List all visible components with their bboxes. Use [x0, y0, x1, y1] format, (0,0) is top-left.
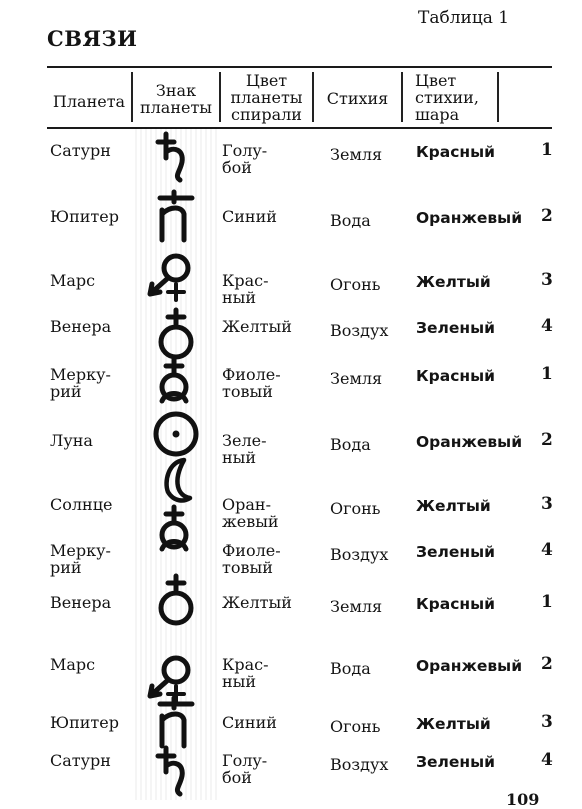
group-number: 1	[541, 592, 553, 612]
group-number: 1	[541, 140, 553, 160]
group-number: 3	[541, 270, 553, 290]
element-name: Земля	[330, 369, 383, 388]
element-color: Оранжевый	[416, 209, 523, 227]
element-name: Вода	[330, 435, 371, 454]
group-number: 4	[541, 540, 553, 560]
element-name: Воздух	[330, 755, 389, 774]
spiral-color: Синий	[222, 713, 277, 732]
header-separator	[497, 72, 499, 122]
element-color: Зеленый	[416, 319, 495, 337]
element-color: Оранжевый	[416, 433, 523, 451]
planet-name: Венера	[50, 317, 112, 336]
group-number: 2	[541, 654, 553, 674]
element-color: Красный	[416, 143, 495, 161]
spiral-color: Голу- бой	[222, 141, 268, 177]
planet-name: Сатурн	[50, 751, 111, 770]
header-spiral-color: Цвет планеты спирали	[230, 71, 303, 124]
spiral-color: Зеле- ный	[222, 431, 267, 467]
planet-name: Юпитер	[50, 713, 119, 732]
planet-name: Солнце	[50, 495, 113, 514]
group-number: 1	[541, 364, 553, 384]
planet-name: Мерку- рий	[50, 365, 111, 401]
spiral-color: Оран- жевый	[222, 495, 279, 531]
element-color: Оранжевый	[416, 657, 523, 675]
header-element-color: Цвет стихии, шара	[415, 71, 479, 124]
spiral-color: Желтый	[222, 317, 292, 336]
element-name: Вода	[330, 211, 371, 230]
element-color: Желтый	[416, 497, 491, 515]
page-heading: СВЯЗИ	[47, 26, 138, 51]
header-planet: Планета	[52, 92, 126, 111]
spiral-color: Крас- ный	[222, 655, 269, 691]
element-color: Зеленый	[416, 753, 495, 771]
header-sign: Знак планеты	[139, 81, 213, 117]
mars-icon	[140, 246, 210, 302]
page-number: 109	[506, 790, 540, 809]
saturn-icon	[140, 742, 210, 798]
spiral-color: Фиоле- товый	[222, 365, 281, 401]
header-element: Стихия	[326, 89, 389, 108]
group-number: 3	[541, 494, 553, 514]
spiral-color: Желтый	[222, 593, 292, 612]
element-name: Земля	[330, 145, 383, 164]
spiral-color: Фиоле- товый	[222, 541, 281, 577]
element-color: Красный	[416, 595, 495, 613]
element-name: Вода	[330, 659, 371, 678]
planet-name: Венера	[50, 593, 112, 612]
moon-icon	[140, 452, 210, 508]
group-number: 4	[541, 750, 553, 770]
group-number: 4	[541, 316, 553, 336]
planet-name: Мерку- рий	[50, 541, 111, 577]
saturn-icon	[140, 128, 210, 184]
element-name: Земля	[330, 597, 383, 616]
group-number: 2	[541, 206, 553, 226]
venus-icon	[140, 572, 210, 628]
element-name: Огонь	[330, 717, 381, 736]
venus-icon	[140, 306, 210, 362]
table-caption: Таблица 1	[418, 8, 510, 28]
element-name: Огонь	[330, 499, 381, 518]
spiral-color: Крас- ный	[222, 271, 269, 307]
mercury-icon	[140, 357, 210, 413]
element-name: Воздух	[330, 545, 389, 564]
element-color: Зеленый	[416, 543, 495, 561]
element-name: Воздух	[330, 321, 389, 340]
planet-name: Марс	[50, 271, 96, 290]
spiral-color: Синий	[222, 207, 277, 226]
group-number: 3	[541, 712, 553, 732]
mercury-icon	[140, 505, 210, 561]
element-color: Красный	[416, 367, 495, 385]
planet-name: Марс	[50, 655, 96, 674]
header-bottom-rule	[47, 127, 552, 129]
group-number: 2	[541, 430, 553, 450]
element-color: Желтый	[416, 715, 491, 733]
planet-name: Юпитер	[50, 207, 119, 226]
element-color: Желтый	[416, 273, 491, 291]
element-name: Огонь	[330, 275, 381, 294]
planet-name: Луна	[50, 431, 93, 450]
header-top-rule	[47, 66, 552, 68]
jupiter-icon	[140, 188, 210, 244]
planet-name: Сатурн	[50, 141, 111, 160]
spiral-color: Голу- бой	[222, 751, 268, 787]
